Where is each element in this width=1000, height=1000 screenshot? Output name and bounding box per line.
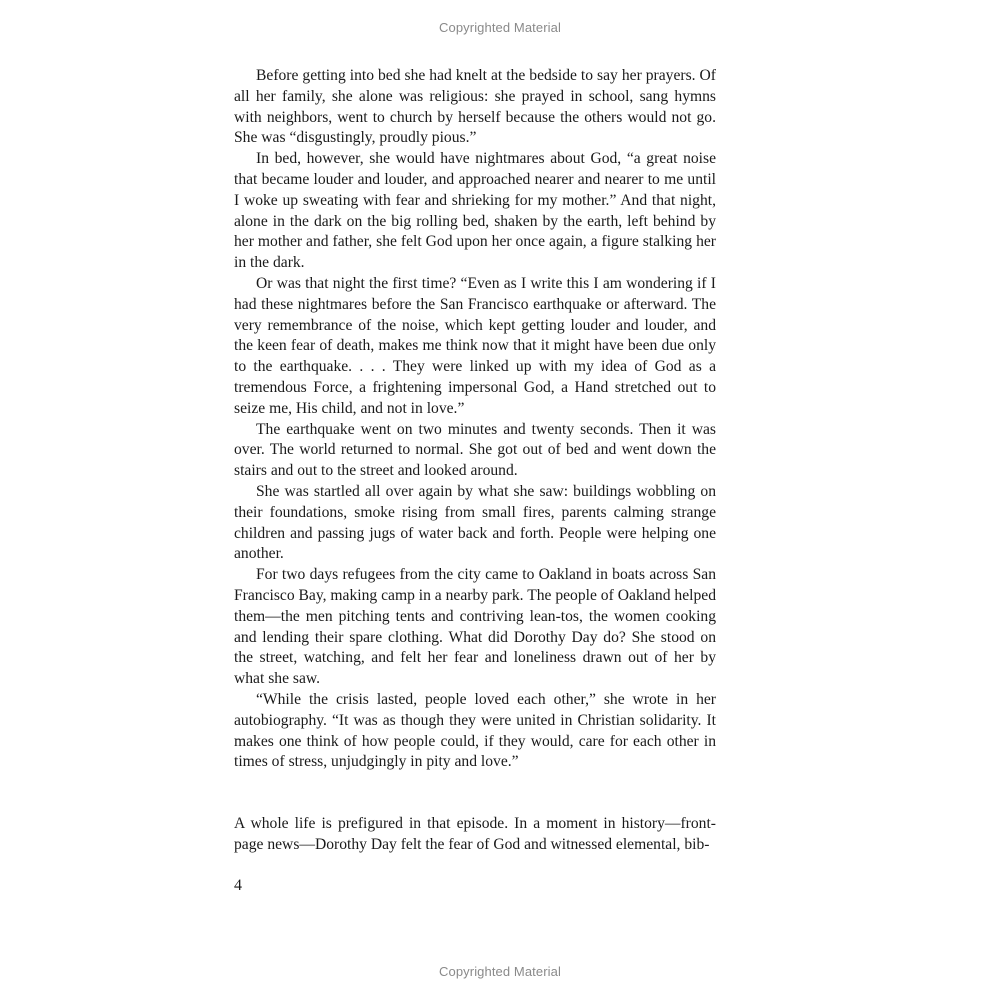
copyright-watermark-top: Copyrighted Material	[439, 20, 561, 35]
paragraph: She was startled all over again by what she saw: buildings wobbling on their foundations, smoke rising from small fires, parents calming strange children and passing jugs of water back and forth. People were helping one another.	[234, 482, 716, 563]
section-break	[234, 773, 716, 814]
page-body	[234, 66, 716, 856]
copyright-watermark-bottom: Copyrighted Material	[439, 964, 561, 979]
paragraph: In bed, however, she would have nightmares about God, “a great noise that became louder and louder, and approached nearer and nearer to me until I woke up sweating with fear and shrieking for my mother.” And that night, alone in the dark on the big rolling bed, shaken by the earth, left behind by her mother and father, she felt God upon her once again, a figure stalking her in the dark.	[234, 150, 716, 272]
paragraph: “While the crisis lasted, people loved each other,” she wrote in her autobiography. “It was as though they were united in Christian solidarity. It makes one think of how people could, if they would, care for each other in times of stress, unjudgingly in pity and love.”	[234, 690, 716, 771]
paragraph: Before getting into bed she had knelt at the bedside to say her prayers. Of all her family, she alone was religious: she prayed in school, sang hymns with neighbors, went to church by herself because the others would not go. She was “disgustingly, proudly pious.”	[234, 67, 716, 147]
paragraph: The earthquake went on two minutes and twenty seconds. Then it was over. The world returned to normal. She got out of bed and went down the stairs and out to the street and looked around.	[234, 420, 716, 480]
page-number: 4	[234, 877, 242, 894]
section-opening-paragraph: A whole life is prefigured in that episode. In a moment in history—front-page news—Dorothy Day felt the fear of God and witnessed elemental, bib-	[234, 815, 716, 853]
paragraph: Or was that night the first time? “Even as I write this I am wondering if I had these nightmares before the San Francisco earthquake or afterward. The very remembrance of the noise, which kept getting louder and louder, and the keen fear of death, makes me think now that it might have been due only to the earthquake. . . . They were linked up with my idea of God as a tremendous Force, a frightening impersonal God, a Hand stretched out to seize me, His child, and not in love.”	[234, 274, 716, 417]
paragraph: For two days refugees from the city came to Oakland in boats across San Francisco Bay, making camp in a nearby park. The people of Oakland helped them—the men pitching tents and contriving lean-tos, the women cooking and lending their spare clothing. What did Dorothy Day do? She stood on the street, watching, and felt her fear and loneliness drawn out of her by what she saw.	[234, 566, 716, 688]
